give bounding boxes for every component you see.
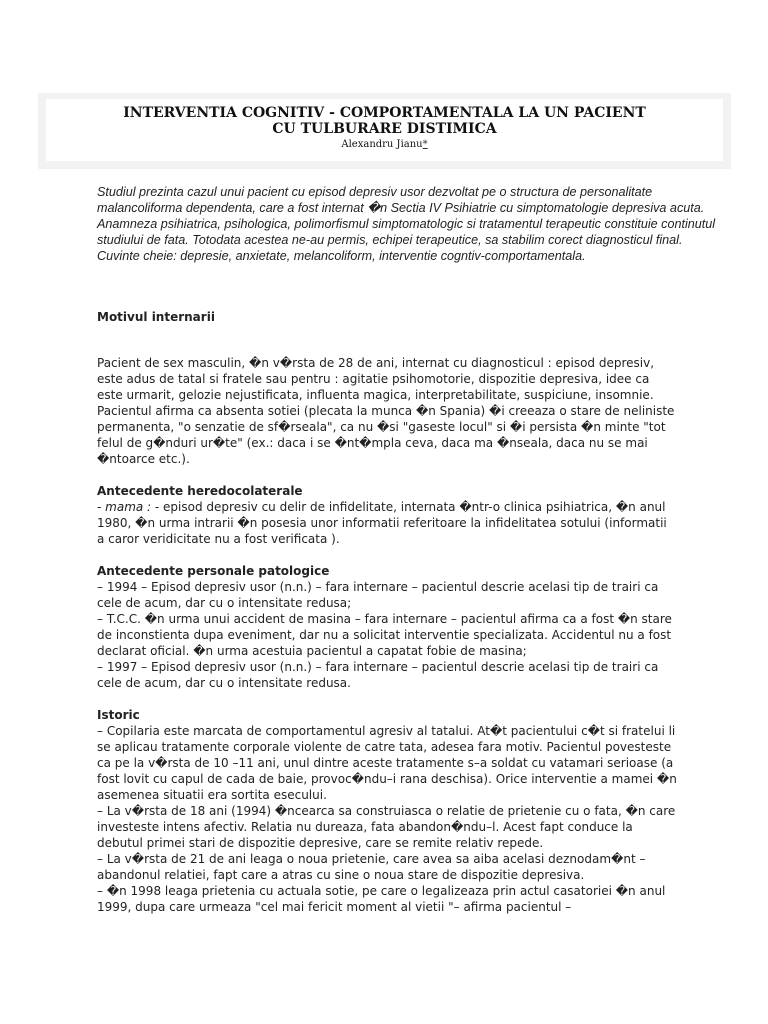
istoric-item: – �n 1998 leaga prietenia cu actuala sotie, pe care o legalizeaza prin actul casatoriei �n anul 1999, dupa care urmeaza "cel mai fericit moment al vietii "– afirma pacientul – (97, 884, 666, 914)
heredo-text: - episod depresiv cu delir de infidelitate, internata �ntr-o clinica psihiatrica, �n anul 1980, �n urma intrarii �n posesia unor informatii referitoare la infidelitatea sotului (informatii a caror veridicitate nu a fost verificata ). (97, 500, 667, 546)
section-title-personale: Antecedente personale patologice (97, 564, 330, 578)
personale-item: – 1997 – Episod depresiv usor (n.n.) – fara internare – pacientul descrie acelasi tip de trairi ca cele de acum, dar cu o intensitate redusa. (97, 660, 659, 690)
abstract-text: Studiul prezinta cazul unui pacient cu episod depresiv usor dezvoltat pe o structura de personalitate malancoliforma dependenta, care a fost internat �n Sectia IV Psihiatrie cu simptomatologie depresiva acuta. Anamneza psihiatrica, psihologica, polimorfismul simptomatologic si tratamentul terapeutic constituie continutul studiului de fata. Totodata acestea ne-au permis, echipei terapeutice, sa stabilim corect diagnosticul final. (97, 185, 716, 247)
section-title-istoric: Istoric (97, 708, 140, 722)
section-title-motiv: Motivul internarii (97, 310, 215, 324)
abstract-keywords: Cuvinte cheie: depresie, anxietate, melancoliform, interventie cogntiv-comportamentala. (97, 249, 586, 263)
author-footnote-link[interactable]: * (422, 139, 428, 150)
article-header (38, 93, 731, 169)
article-title-line-1: INTERVENTIA COGNITIV - COMPORTAMENTALA LA UN PACIENT (123, 105, 646, 121)
author-line (46, 139, 723, 150)
motiv-paragraph-2: Pacientul afirma ca absenta sotiei (plecata la munca �n Spania) �i creeaza o stare de neliniste permanenta, "o senzatie de sf�rseala", ca nu �si "gaseste locul" si �i persista �n minte "tot felul de g�nduri ur�te" (ex.: daca i se �nt�mpla ceva, daca ma �nseala, daca nu se mai �ntoarce etc.). (97, 404, 675, 466)
heredo-paragraph (97, 499, 677, 547)
author-name: Alexandru Jianu (341, 139, 423, 150)
abstract (97, 184, 737, 264)
istoric-item: – La v�rsta de 18 ani (1994) �ncearca sa construiasca o relatie de prietenie cu o fata, �n care investeste intens afectiv. Relatia nu dureaza, fata abandon�ndu–l. Acest fapt conduce la debutul primei stari de dispozitie depresive, care se remite relativ repede. (97, 804, 676, 850)
personale-item: – 1994 – Episod depresiv usor (n.n.) – fara internare – pacientul descrie acelasi tip de trairi ca cele de acum, dar cu o intensitate redusa; (97, 580, 659, 610)
article-body (97, 309, 677, 915)
section-title-heredo: Antecedente heredocolaterale (97, 484, 303, 498)
article-title-line-2: CU TULBURARE DISTIMICA (272, 121, 497, 137)
motiv-paragraph-1: Pacient de sex masculin, �n v�rsta de 28 de ani, internat cu diagnosticul : episod depresiv, este adus de tatal si fratele sau pentru : agitatie psihomotorie, dispozitie depresiva, idee ca este urmarit, gelozie nejustificata, influenta magica, interpretabilitate, suspiciune, insomnie. (97, 356, 655, 402)
istoric-item: – La v�rsta de 21 de ani leaga o noua prietenie, care avea sa aiba acelasi deznodam�nt – abandonul relatiei, fapt care a atras cu sine o noua stare de dispozitie depresiva. (97, 852, 646, 882)
istoric-item: – Copilaria este marcata de comportamentul agresiv al tatalui. At�t pacientului c�t si fratelui li se aplicau tratamente corporale violente de catre tata, adesea fara motiv. Pacientul povesteste ca pe la v�rsta de 10 –11 ani, unul dintre aceste tratamente s–a soldat cu vatamari serioase (a fost lovit cu capul de cada de baie, provoc�ndu–i rana deschisa). Orice interventie a mamei �n asemenea situatii era sortita esecului. (97, 724, 677, 802)
heredo-label: - mama : (97, 500, 155, 514)
article-header-inner (46, 99, 723, 161)
personale-item: – T.C.C. �n urma unui accident de masina – fara internare – pacientul afirma ca a fost �n stare de inconstienta dupa eveniment, dar nu a solicitat interventie specializata. Accidentul nu a fost declarat oficial. �n urma acestuia pacientul a capatat fobie de masina; (97, 612, 672, 658)
